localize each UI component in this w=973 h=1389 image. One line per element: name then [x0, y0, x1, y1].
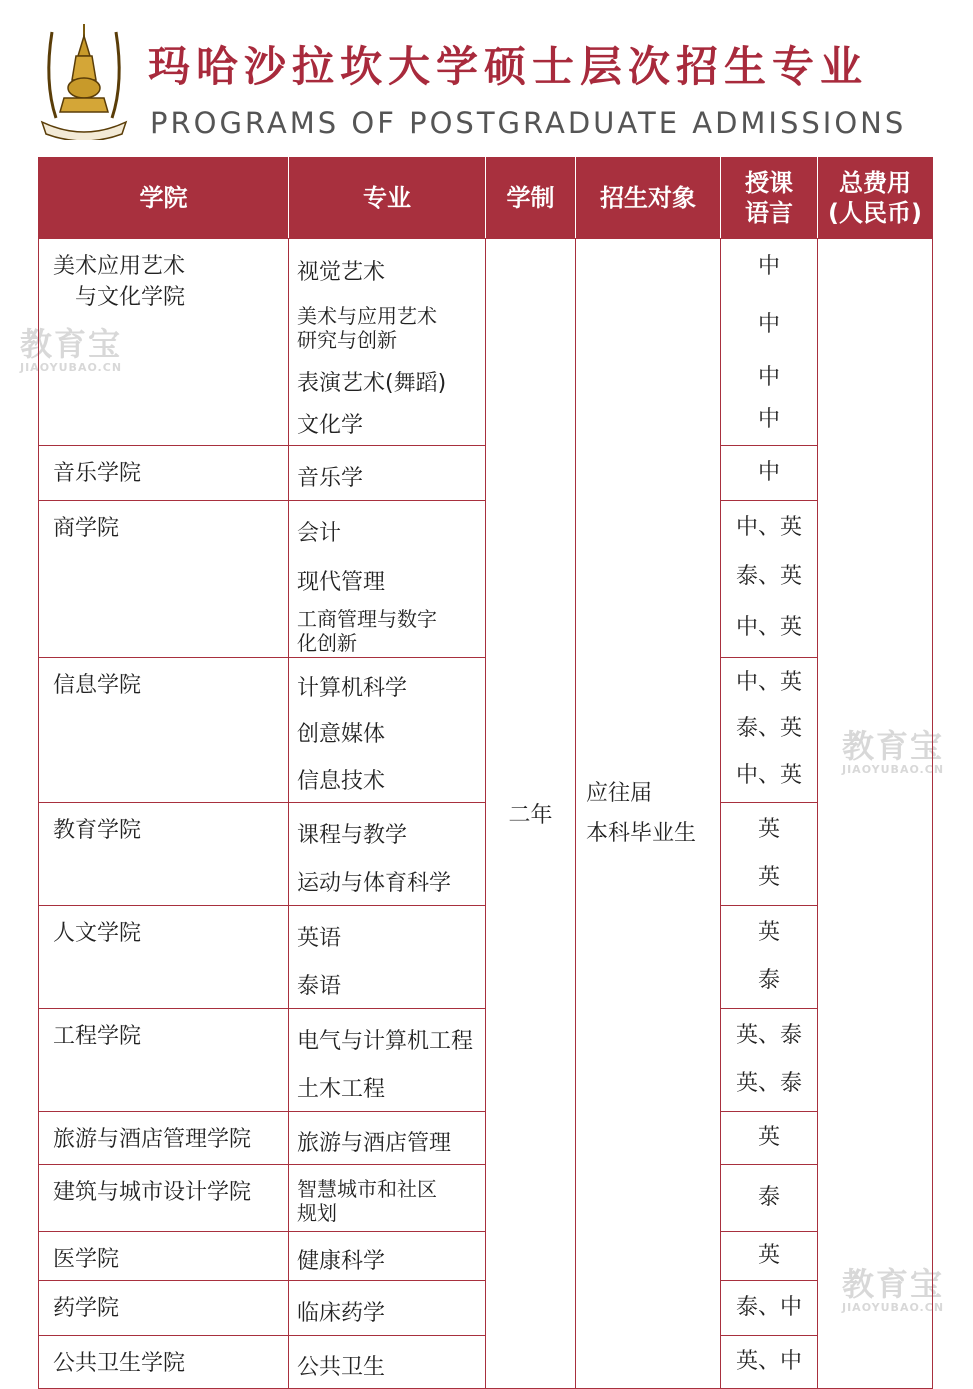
language-value: 中、英: [735, 614, 802, 640]
school-name: 商学院: [53, 516, 120, 541]
major-name: 电气与计算机工程: [297, 1028, 474, 1054]
school-name: 药学院: [53, 1296, 120, 1321]
majors-cell: [289, 1281, 486, 1336]
col-header-school: 学院: [39, 158, 289, 239]
language-value: 英、中: [735, 1348, 802, 1374]
major-name: 会计: [297, 520, 342, 546]
major-name: 信息技术: [297, 768, 386, 794]
page-title-chinese: 玛哈沙拉坎大学硕士层次招生专业: [148, 42, 869, 91]
language-value: 泰、英: [735, 716, 802, 741]
language-value: 中、英: [735, 762, 802, 788]
major-name: 公共卫生: [297, 1354, 386, 1380]
school-cell: [39, 1112, 289, 1165]
school-name: 美术应用艺术: [53, 254, 186, 279]
school-cell: [39, 803, 289, 906]
language-value: 中、英: [735, 670, 802, 695]
language-cell: [721, 501, 818, 658]
major-name: 临床药学: [297, 1300, 386, 1326]
col-header-fee: 总费用 (人民币): [818, 158, 933, 239]
language-value: 英、泰: [735, 1022, 802, 1048]
major-name: 工商管理与数字 化创新: [297, 607, 437, 655]
language-cell: [721, 1281, 818, 1336]
majors-cell: [289, 446, 486, 501]
major-name: 旅游与酒店管理: [297, 1130, 452, 1156]
target-cell: [576, 239, 721, 1389]
majors-cell: [289, 906, 486, 1009]
language-value: 中: [757, 311, 780, 337]
language-value: 中: [757, 459, 780, 485]
page-title-english: PROGRAMS OF POSTGRADUATE ADMISSIONS: [150, 106, 907, 140]
school-name: 公共卫生学院: [53, 1351, 186, 1376]
watermark-cn: 教育宝: [842, 1265, 945, 1303]
school-cell: [39, 1009, 289, 1112]
language-cell: [721, 239, 818, 446]
language-value: 英: [757, 1242, 780, 1268]
watermark-en: JIAOYUBAO.CN: [842, 763, 945, 776]
language-value: 英: [757, 1124, 780, 1150]
major-name: 英语: [297, 925, 342, 951]
watermark-en: JIAOYUBAO.CN: [20, 361, 123, 374]
school-name: 与文化学院: [75, 285, 186, 310]
major-name: 智慧城市和社区 规划: [297, 1177, 437, 1225]
major-name: 土木工程: [297, 1076, 386, 1102]
majors-cell: [289, 1009, 486, 1112]
language-value: 英: [757, 919, 780, 945]
table-header-row: [39, 158, 933, 239]
col-header-target: 招生对象: [576, 158, 721, 239]
language-value: 泰、英: [735, 563, 802, 589]
major-name: 泰语: [297, 973, 342, 999]
table-body: [39, 239, 933, 1389]
fee-cell: [818, 239, 933, 1389]
major-name: 美术与应用艺术 研究与创新: [297, 304, 437, 352]
majors-cell: [289, 1112, 486, 1165]
majors-cell: [289, 658, 486, 803]
watermark-cn: 教育宝: [842, 727, 945, 765]
school-name: 医学院: [53, 1247, 120, 1272]
school-name: 音乐学院: [53, 461, 142, 486]
language-cell: [721, 1336, 818, 1389]
school-name: 旅游与酒店管理学院: [53, 1127, 252, 1152]
col-header-major: 专业: [289, 158, 486, 239]
col-header-language: 授课 语言: [721, 158, 818, 239]
major-name: 现代管理: [297, 569, 386, 595]
language-cell: [721, 658, 818, 803]
majors-cell: [289, 1232, 486, 1281]
target-line: 本科毕业生: [586, 820, 697, 846]
university-emblem-icon: [38, 22, 130, 140]
language-value: 中: [757, 364, 780, 390]
school-name: 人文学院: [53, 921, 142, 946]
language-value: 泰、中: [735, 1294, 802, 1320]
language-value: 英: [757, 864, 780, 890]
target-line: 应往届: [586, 780, 653, 806]
language-cell: [721, 1165, 818, 1232]
language-cell: [721, 1112, 818, 1165]
school-name: 工程学院: [53, 1024, 142, 1049]
school-name: 建筑与城市设计学院: [53, 1180, 252, 1205]
col-header-duration: 学制: [486, 158, 576, 239]
school-cell: [39, 1165, 289, 1232]
school-cell: [39, 239, 289, 446]
major-name: 运动与体育科学: [297, 870, 452, 896]
school-cell: [39, 1232, 289, 1281]
school-cell: [39, 501, 289, 658]
watermark-cn: 教育宝: [20, 325, 123, 363]
school-cell: [39, 906, 289, 1009]
school-cell: [39, 1281, 289, 1336]
school-name: 信息学院: [53, 673, 142, 698]
school-cell: [39, 446, 289, 501]
majors-cell: [289, 1336, 486, 1389]
major-name: 文化学: [297, 412, 364, 438]
major-name: 计算机科学: [297, 676, 408, 701]
page-header: [0, 0, 973, 150]
language-cell: [721, 1232, 818, 1281]
major-name: 课程与教学: [297, 822, 408, 848]
school-cell: [39, 658, 289, 803]
language-value: 泰: [757, 1184, 780, 1210]
majors-cell: [289, 239, 486, 446]
language-value: 中、英: [735, 514, 802, 540]
language-cell: [721, 803, 818, 906]
duration-cell: 二年: [486, 239, 576, 1389]
language-value: 英、泰: [735, 1070, 802, 1096]
major-name: 创意媒体: [297, 722, 386, 747]
major-name: 表演艺术(舞蹈): [297, 370, 447, 396]
language-value: 英: [757, 816, 780, 842]
language-cell: [721, 906, 818, 1009]
major-name: 音乐学: [297, 465, 364, 491]
majors-cell: [289, 1165, 486, 1232]
language-value: 中: [757, 253, 780, 279]
language-value: 中: [757, 406, 780, 432]
watermark-en: JIAOYUBAO.CN: [842, 1301, 945, 1314]
majors-cell: [289, 803, 486, 906]
major-name: 健康科学: [297, 1248, 386, 1274]
school-cell: [39, 1336, 289, 1389]
table-row: [39, 239, 933, 446]
language-cell: [721, 446, 818, 501]
majors-cell: [289, 501, 486, 658]
school-name: 教育学院: [53, 818, 142, 843]
major-name: 视觉艺术: [297, 259, 386, 285]
language-value: 泰: [757, 967, 780, 993]
language-cell: [721, 1009, 818, 1112]
programs-table: [38, 157, 933, 1389]
